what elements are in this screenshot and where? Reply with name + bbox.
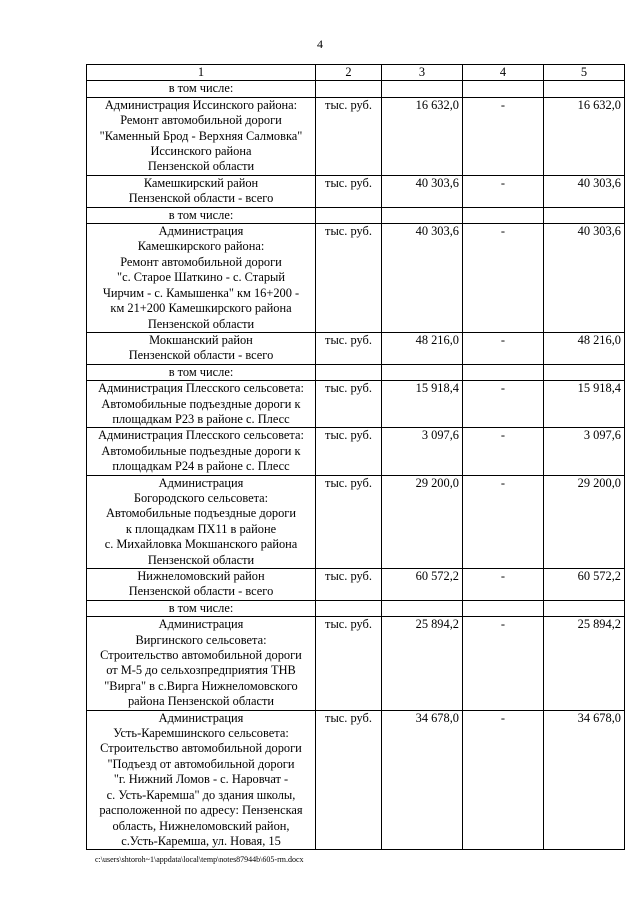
empty-cell bbox=[463, 207, 544, 223]
amount-col5-cell: 60 572,2 bbox=[544, 569, 625, 601]
empty-cell bbox=[316, 207, 382, 223]
description-cell: Администрация Виргинского сельсовета: Строительство автомобильной дороги от М-5 до сельхозпредприятия ТНВ "Вирга" в с.Вирга Нижнеломовского района Пензенской области bbox=[87, 617, 316, 710]
amount-col5-cell: 25 894,2 bbox=[544, 617, 625, 710]
subheading-cell: в том числе: bbox=[87, 364, 316, 380]
table-row bbox=[87, 224, 625, 333]
amount-col4-cell: - bbox=[463, 332, 544, 364]
amount-total-cell: 15 918,4 bbox=[382, 381, 463, 428]
amount-total-cell: 25 894,2 bbox=[382, 617, 463, 710]
header-cell: 5 bbox=[544, 65, 625, 81]
subheading-cell: в том числе: bbox=[87, 207, 316, 223]
amount-col5-cell: 40 303,6 bbox=[544, 175, 625, 207]
amount-col4-cell: - bbox=[463, 175, 544, 207]
amount-total-cell: 29 200,0 bbox=[382, 475, 463, 568]
amount-total-cell: 40 303,6 bbox=[382, 224, 463, 333]
description-cell: Администрация Плесского сельсовета: Автомобильные подъездные дороги к площадкам Р23 в районе с. Плесс bbox=[87, 381, 316, 428]
description-cell: Нижнеломовский район Пензенской области - всего bbox=[87, 569, 316, 601]
empty-cell bbox=[316, 600, 382, 616]
subheading-row bbox=[87, 207, 625, 223]
empty-cell bbox=[463, 364, 544, 380]
amount-total-cell: 40 303,6 bbox=[382, 175, 463, 207]
table-row bbox=[87, 97, 625, 175]
description-cell: Администрация Богородского сельсовета: Автомобильные подъездные дороги к площадкам ПХ11 в районе с. Михайловка Мокшанского района Пензенской области bbox=[87, 475, 316, 568]
unit-cell: тыс. руб. bbox=[316, 332, 382, 364]
unit-cell: тыс. руб. bbox=[316, 710, 382, 850]
table-row bbox=[87, 475, 625, 568]
amount-col5-cell: 16 632,0 bbox=[544, 97, 625, 175]
subheading-row bbox=[87, 600, 625, 616]
empty-cell bbox=[544, 207, 625, 223]
empty-cell bbox=[316, 364, 382, 380]
header-cell: 4 bbox=[463, 65, 544, 81]
amount-col5-cell: 15 918,4 bbox=[544, 381, 625, 428]
unit-cell: тыс. руб. bbox=[316, 175, 382, 207]
empty-cell bbox=[382, 364, 463, 380]
empty-cell bbox=[544, 600, 625, 616]
amount-col5-cell: 34 678,0 bbox=[544, 710, 625, 850]
empty-cell bbox=[544, 81, 625, 97]
amount-total-cell: 48 216,0 bbox=[382, 332, 463, 364]
amount-col4-cell: - bbox=[463, 428, 544, 475]
amount-col5-cell: 48 216,0 bbox=[544, 332, 625, 364]
page-number: 4 bbox=[317, 37, 323, 51]
empty-cell bbox=[316, 81, 382, 97]
amount-col4-cell: - bbox=[463, 381, 544, 428]
amount-total-cell: 16 632,0 bbox=[382, 97, 463, 175]
unit-cell: тыс. руб. bbox=[316, 475, 382, 568]
amount-col5-cell: 40 303,6 bbox=[544, 224, 625, 333]
amount-total-cell: 3 097,6 bbox=[382, 428, 463, 475]
header-cell: 2 bbox=[316, 65, 382, 81]
amount-total-cell: 60 572,2 bbox=[382, 569, 463, 601]
unit-cell: тыс. руб. bbox=[316, 569, 382, 601]
table-row bbox=[87, 710, 625, 850]
unit-cell: тыс. руб. bbox=[316, 381, 382, 428]
table-row bbox=[87, 332, 625, 364]
amount-col4-cell: - bbox=[463, 224, 544, 333]
subheading-row bbox=[87, 364, 625, 380]
table-row bbox=[87, 175, 625, 207]
description-cell: Администрация Усть-Каремшинского сельсовета: Строительство автомобильной дороги "Подъезд от автомобильной дороги "г. Нижний Ломов - с. Наровчат - с. Усть-Каремша" до здания школы, расположенной по адресу: Пензенская область, Нижнеломовский район, с.Усть-Каремша, ул. Новая, 15 bbox=[87, 710, 316, 850]
table-header-row bbox=[87, 65, 625, 81]
description-cell: Мокшанский район Пензенской области - всего bbox=[87, 332, 316, 364]
description-cell: Камешкирский район Пензенской области - всего bbox=[87, 175, 316, 207]
table-row bbox=[87, 617, 625, 710]
amount-col5-cell: 29 200,0 bbox=[544, 475, 625, 568]
amount-total-cell: 34 678,0 bbox=[382, 710, 463, 850]
table-row bbox=[87, 381, 625, 428]
empty-cell bbox=[382, 207, 463, 223]
file-path-footer: c:\users\shtoroh~1\appdata\local\temp\notes87944b\605-rm.docx bbox=[95, 855, 304, 864]
amount-col4-cell: - bbox=[463, 569, 544, 601]
amount-col4-cell: - bbox=[463, 617, 544, 710]
header-cell: 1 bbox=[87, 65, 316, 81]
empty-cell bbox=[382, 81, 463, 97]
budget-table bbox=[86, 64, 625, 850]
subheading-cell: в том числе: bbox=[87, 600, 316, 616]
empty-cell bbox=[544, 364, 625, 380]
amount-col5-cell: 3 097,6 bbox=[544, 428, 625, 475]
subheading-row bbox=[87, 81, 625, 97]
table-row bbox=[87, 428, 625, 475]
unit-cell: тыс. руб. bbox=[316, 97, 382, 175]
amount-col4-cell: - bbox=[463, 475, 544, 568]
subheading-cell: в том числе: bbox=[87, 81, 316, 97]
header-cell: 3 bbox=[382, 65, 463, 81]
empty-cell bbox=[463, 600, 544, 616]
description-cell: Администрация Плесского сельсовета: Автомобильные подъездные дороги к площадкам Р24 в районе с. Плесс bbox=[87, 428, 316, 475]
unit-cell: тыс. руб. bbox=[316, 428, 382, 475]
unit-cell: тыс. руб. bbox=[316, 617, 382, 710]
empty-cell bbox=[463, 81, 544, 97]
empty-cell bbox=[382, 600, 463, 616]
table-row bbox=[87, 569, 625, 601]
amount-col4-cell: - bbox=[463, 710, 544, 850]
description-cell: Администрация Иссинского района: Ремонт автомобильной дороги "Каменный Брод - Верхняя Салмовка" Иссинского района Пензенской области bbox=[87, 97, 316, 175]
amount-col4-cell: - bbox=[463, 97, 544, 175]
description-cell: Администрация Камешкирского района: Ремонт автомобильной дороги "с. Старое Шаткино - с. Старый Чирчим - с. Камышенка" км 16+200 - км 21+200 Камешкирского района Пензенской области bbox=[87, 224, 316, 333]
unit-cell: тыс. руб. bbox=[316, 224, 382, 333]
